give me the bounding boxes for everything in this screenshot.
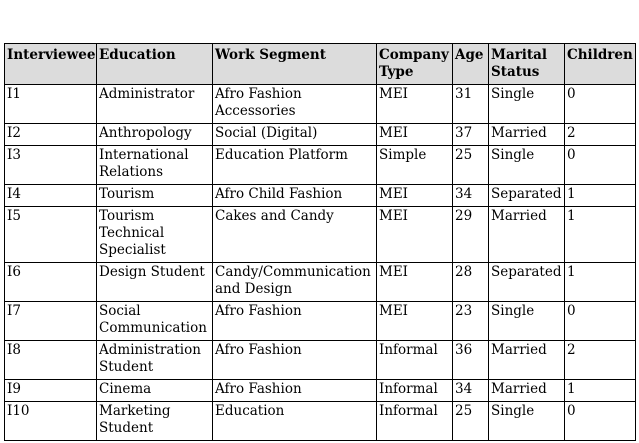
cell-children: 2 bbox=[565, 341, 636, 380]
cell-age: 37 bbox=[453, 124, 489, 146]
cell-age: 25 bbox=[453, 402, 489, 441]
cell-age: 34 bbox=[453, 380, 489, 402]
cell-age: 25 bbox=[453, 146, 489, 185]
cell-age: 31 bbox=[453, 85, 489, 124]
table-row bbox=[5, 207, 636, 263]
cell-work-segment: Education Platform bbox=[213, 146, 377, 185]
header-row bbox=[5, 44, 636, 85]
cell-work-segment: Candy/Communication and Design bbox=[213, 263, 377, 302]
header-company-type: Company Type bbox=[377, 44, 453, 85]
cell-education: Administrator bbox=[97, 85, 213, 124]
cell-company-type: Informal bbox=[377, 341, 453, 380]
cell-age: 28 bbox=[453, 263, 489, 302]
cell-company-type: MEI bbox=[377, 263, 453, 302]
cell-children: 1 bbox=[565, 185, 636, 207]
cell-education: Cinema bbox=[97, 380, 213, 402]
header-marital-status: Marital Status bbox=[489, 44, 565, 85]
cell-education: Anthropology bbox=[97, 124, 213, 146]
cell-education: Marketing Student bbox=[97, 402, 213, 441]
cell-marital-status: Separated bbox=[489, 263, 565, 302]
cell-education: Design Student bbox=[97, 263, 213, 302]
cell-work-segment: Afro Child Fashion bbox=[213, 185, 377, 207]
cell-work-segment: Afro Fashion Accessories bbox=[213, 85, 377, 124]
cell-interviewee: I1 bbox=[5, 85, 97, 124]
cell-children: 1 bbox=[565, 263, 636, 302]
table-body bbox=[5, 85, 636, 441]
cell-children: 1 bbox=[565, 207, 636, 263]
cell-company-type: MEI bbox=[377, 302, 453, 341]
cell-education: Tourism bbox=[97, 185, 213, 207]
cell-marital-status: Married bbox=[489, 341, 565, 380]
header-children: Children bbox=[565, 44, 636, 85]
cell-work-segment: Education bbox=[213, 402, 377, 441]
cell-children: 0 bbox=[565, 402, 636, 441]
cell-interviewee: I7 bbox=[5, 302, 97, 341]
table-row bbox=[5, 263, 636, 302]
cell-education: Administration Student bbox=[97, 341, 213, 380]
cell-interviewee: I9 bbox=[5, 380, 97, 402]
cell-work-segment: Afro Fashion bbox=[213, 380, 377, 402]
cell-children: 1 bbox=[565, 380, 636, 402]
cell-marital-status: Married bbox=[489, 124, 565, 146]
cell-children: 0 bbox=[565, 85, 636, 124]
cell-marital-status: Single bbox=[489, 402, 565, 441]
table-row bbox=[5, 380, 636, 402]
cell-work-segment: Afro Fashion bbox=[213, 302, 377, 341]
table-row bbox=[5, 341, 636, 380]
table-row bbox=[5, 146, 636, 185]
cell-marital-status: Married bbox=[489, 380, 565, 402]
table-row bbox=[5, 402, 636, 441]
cell-marital-status: Single bbox=[489, 302, 565, 341]
cell-marital-status: Single bbox=[489, 146, 565, 185]
cell-work-segment: Afro Fashion bbox=[213, 341, 377, 380]
cell-company-type: Informal bbox=[377, 402, 453, 441]
cell-education: Tourism Technical Specialist bbox=[97, 207, 213, 263]
cell-children: 0 bbox=[565, 302, 636, 341]
cell-company-type: MEI bbox=[377, 207, 453, 263]
interviewee-table bbox=[4, 43, 636, 441]
cell-work-segment: Social (Digital) bbox=[213, 124, 377, 146]
header-age: Age bbox=[453, 44, 489, 85]
cell-interviewee: I5 bbox=[5, 207, 97, 263]
cell-interviewee: I8 bbox=[5, 341, 97, 380]
cell-age: 34 bbox=[453, 185, 489, 207]
cell-education: Social Communication bbox=[97, 302, 213, 341]
cell-company-type: MEI bbox=[377, 85, 453, 124]
cell-education: International Relations bbox=[97, 146, 213, 185]
table-row bbox=[5, 302, 636, 341]
header-interviewee: Interviewee bbox=[5, 44, 97, 85]
cell-interviewee: I2 bbox=[5, 124, 97, 146]
cell-work-segment: Cakes and Candy bbox=[213, 207, 377, 263]
cell-company-type: Simple bbox=[377, 146, 453, 185]
cell-interviewee: I10 bbox=[5, 402, 97, 441]
cell-children: 0 bbox=[565, 146, 636, 185]
cell-marital-status: Separated bbox=[489, 185, 565, 207]
table-row bbox=[5, 85, 636, 124]
table-header bbox=[5, 44, 636, 85]
cell-marital-status: Married bbox=[489, 207, 565, 263]
cell-interviewee: I3 bbox=[5, 146, 97, 185]
cell-company-type: MEI bbox=[377, 185, 453, 207]
cell-age: 29 bbox=[453, 207, 489, 263]
table-row bbox=[5, 124, 636, 146]
table-row bbox=[5, 185, 636, 207]
cell-interviewee: I4 bbox=[5, 185, 97, 207]
cell-age: 36 bbox=[453, 341, 489, 380]
header-education: Education bbox=[97, 44, 213, 85]
cell-children: 2 bbox=[565, 124, 636, 146]
cell-company-type: Informal bbox=[377, 380, 453, 402]
cell-marital-status: Single bbox=[489, 85, 565, 124]
cell-company-type: MEI bbox=[377, 124, 453, 146]
cell-age: 23 bbox=[453, 302, 489, 341]
cell-interviewee: I6 bbox=[5, 263, 97, 302]
header-work-segment: Work Segment bbox=[213, 44, 377, 85]
